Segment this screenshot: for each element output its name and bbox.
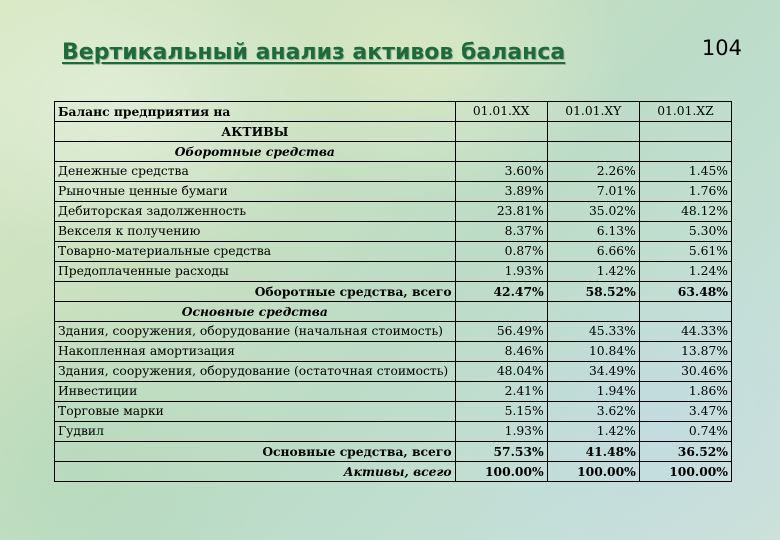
grand-total-label: Активы, всего	[55, 462, 456, 482]
period-header: 01.01.XZ	[639, 102, 731, 122]
subtitle-row	[55, 302, 732, 322]
subtitle-row	[55, 142, 732, 162]
row-label: Дебиторская задолженность	[55, 202, 456, 222]
row-value: 1.94%	[547, 382, 639, 402]
row-label: Товарно-материальные средства	[55, 242, 456, 262]
empty-cell	[547, 302, 639, 322]
row-value: 6.13%	[547, 222, 639, 242]
row-value: 48.04%	[455, 362, 547, 382]
row-value: 8.37%	[455, 222, 547, 242]
row-value: 3.89%	[455, 182, 547, 202]
page-number: 104	[701, 36, 742, 60]
row-value: 1.42%	[547, 262, 639, 282]
grand-total-value: 100.00%	[455, 462, 547, 482]
row-value: 5.61%	[639, 242, 731, 262]
period-header: 01.01.XY	[547, 102, 639, 122]
row-value: 48.12%	[639, 202, 731, 222]
row-label: Инвестиции	[55, 382, 456, 402]
table-row	[55, 262, 732, 282]
grand-total-value: 100.00%	[547, 462, 639, 482]
total-row	[55, 282, 732, 302]
table-row	[55, 382, 732, 402]
row-label: Торговые марки	[55, 402, 456, 422]
row-value: 6.66%	[547, 242, 639, 262]
total-value: 36.52%	[639, 442, 731, 462]
empty-cell	[455, 302, 547, 322]
row-label: Рыночные ценные бумаги	[55, 182, 456, 202]
current-assets-subtitle: Оборотные средства	[55, 142, 456, 162]
row-value: 7.01%	[547, 182, 639, 202]
header-row	[55, 102, 732, 122]
row-value: 10.84%	[547, 342, 639, 362]
row-value: 13.87%	[639, 342, 731, 362]
total-row	[55, 442, 732, 462]
row-value: 3.47%	[639, 402, 731, 422]
total-label: Оборотные средства, всего	[55, 282, 456, 302]
row-label: Здания, сооружения, оборудование (остаточная стоимость)	[55, 362, 456, 382]
row-value: 1.24%	[639, 262, 731, 282]
row-value: 23.81%	[455, 202, 547, 222]
section-title-row	[55, 122, 732, 142]
row-value: 5.15%	[455, 402, 547, 422]
row-label: Векселя к получению	[55, 222, 456, 242]
row-value: 34.49%	[547, 362, 639, 382]
row-value: 1.76%	[639, 182, 731, 202]
row-value: 30.46%	[639, 362, 731, 382]
total-value: 57.53%	[455, 442, 547, 462]
balance-table	[54, 101, 732, 482]
grand-total-row	[55, 462, 732, 482]
empty-cell	[639, 122, 731, 142]
row-label: Здания, сооружения, оборудование (начальная стоимость)	[55, 322, 456, 342]
total-value: 58.52%	[547, 282, 639, 302]
row-value: 1.42%	[547, 422, 639, 442]
header-label: Баланс предприятия на	[55, 102, 456, 122]
row-value: 44.33%	[639, 322, 731, 342]
table-row	[55, 322, 732, 342]
row-value: 2.41%	[455, 382, 547, 402]
row-label: Денежные средства	[55, 162, 456, 182]
row-value: 8.46%	[455, 342, 547, 362]
row-label: Предоплаченные расходы	[55, 262, 456, 282]
section-title: АКТИВЫ	[55, 122, 456, 142]
total-value: 63.48%	[639, 282, 731, 302]
row-value: 56.49%	[455, 322, 547, 342]
empty-cell	[547, 142, 639, 162]
row-label: Накопленная амортизация	[55, 342, 456, 362]
empty-cell	[639, 302, 731, 322]
row-value: 45.33%	[547, 322, 639, 342]
row-value: 35.02%	[547, 202, 639, 222]
table-row	[55, 362, 732, 382]
row-value: 0.87%	[455, 242, 547, 262]
row-value: 2.26%	[547, 162, 639, 182]
row-label: Гудвил	[55, 422, 456, 442]
empty-cell	[455, 142, 547, 162]
period-header: 01.01.XX	[455, 102, 547, 122]
table-row	[55, 422, 732, 442]
table-row	[55, 242, 732, 262]
fixed-assets-subtitle: Основные средства	[55, 302, 456, 322]
row-value: 3.60%	[455, 162, 547, 182]
table-row	[55, 402, 732, 422]
table-row	[55, 182, 732, 202]
empty-cell	[547, 122, 639, 142]
grand-total-value: 100.00%	[639, 462, 731, 482]
total-value: 42.47%	[455, 282, 547, 302]
row-value: 1.86%	[639, 382, 731, 402]
total-label: Основные средства, всего	[55, 442, 456, 462]
table-row	[55, 162, 732, 182]
row-value: 3.62%	[547, 402, 639, 422]
total-value: 41.48%	[547, 442, 639, 462]
slide-title: Вертикальный анализ активов баланса	[62, 40, 566, 65]
table-row	[55, 222, 732, 242]
table-row	[55, 342, 732, 362]
row-value: 5.30%	[639, 222, 731, 242]
table-row	[55, 202, 732, 222]
row-value: 0.74%	[639, 422, 731, 442]
empty-cell	[639, 142, 731, 162]
row-value: 1.93%	[455, 262, 547, 282]
row-value: 1.45%	[639, 162, 731, 182]
row-value: 1.93%	[455, 422, 547, 442]
empty-cell	[455, 122, 547, 142]
